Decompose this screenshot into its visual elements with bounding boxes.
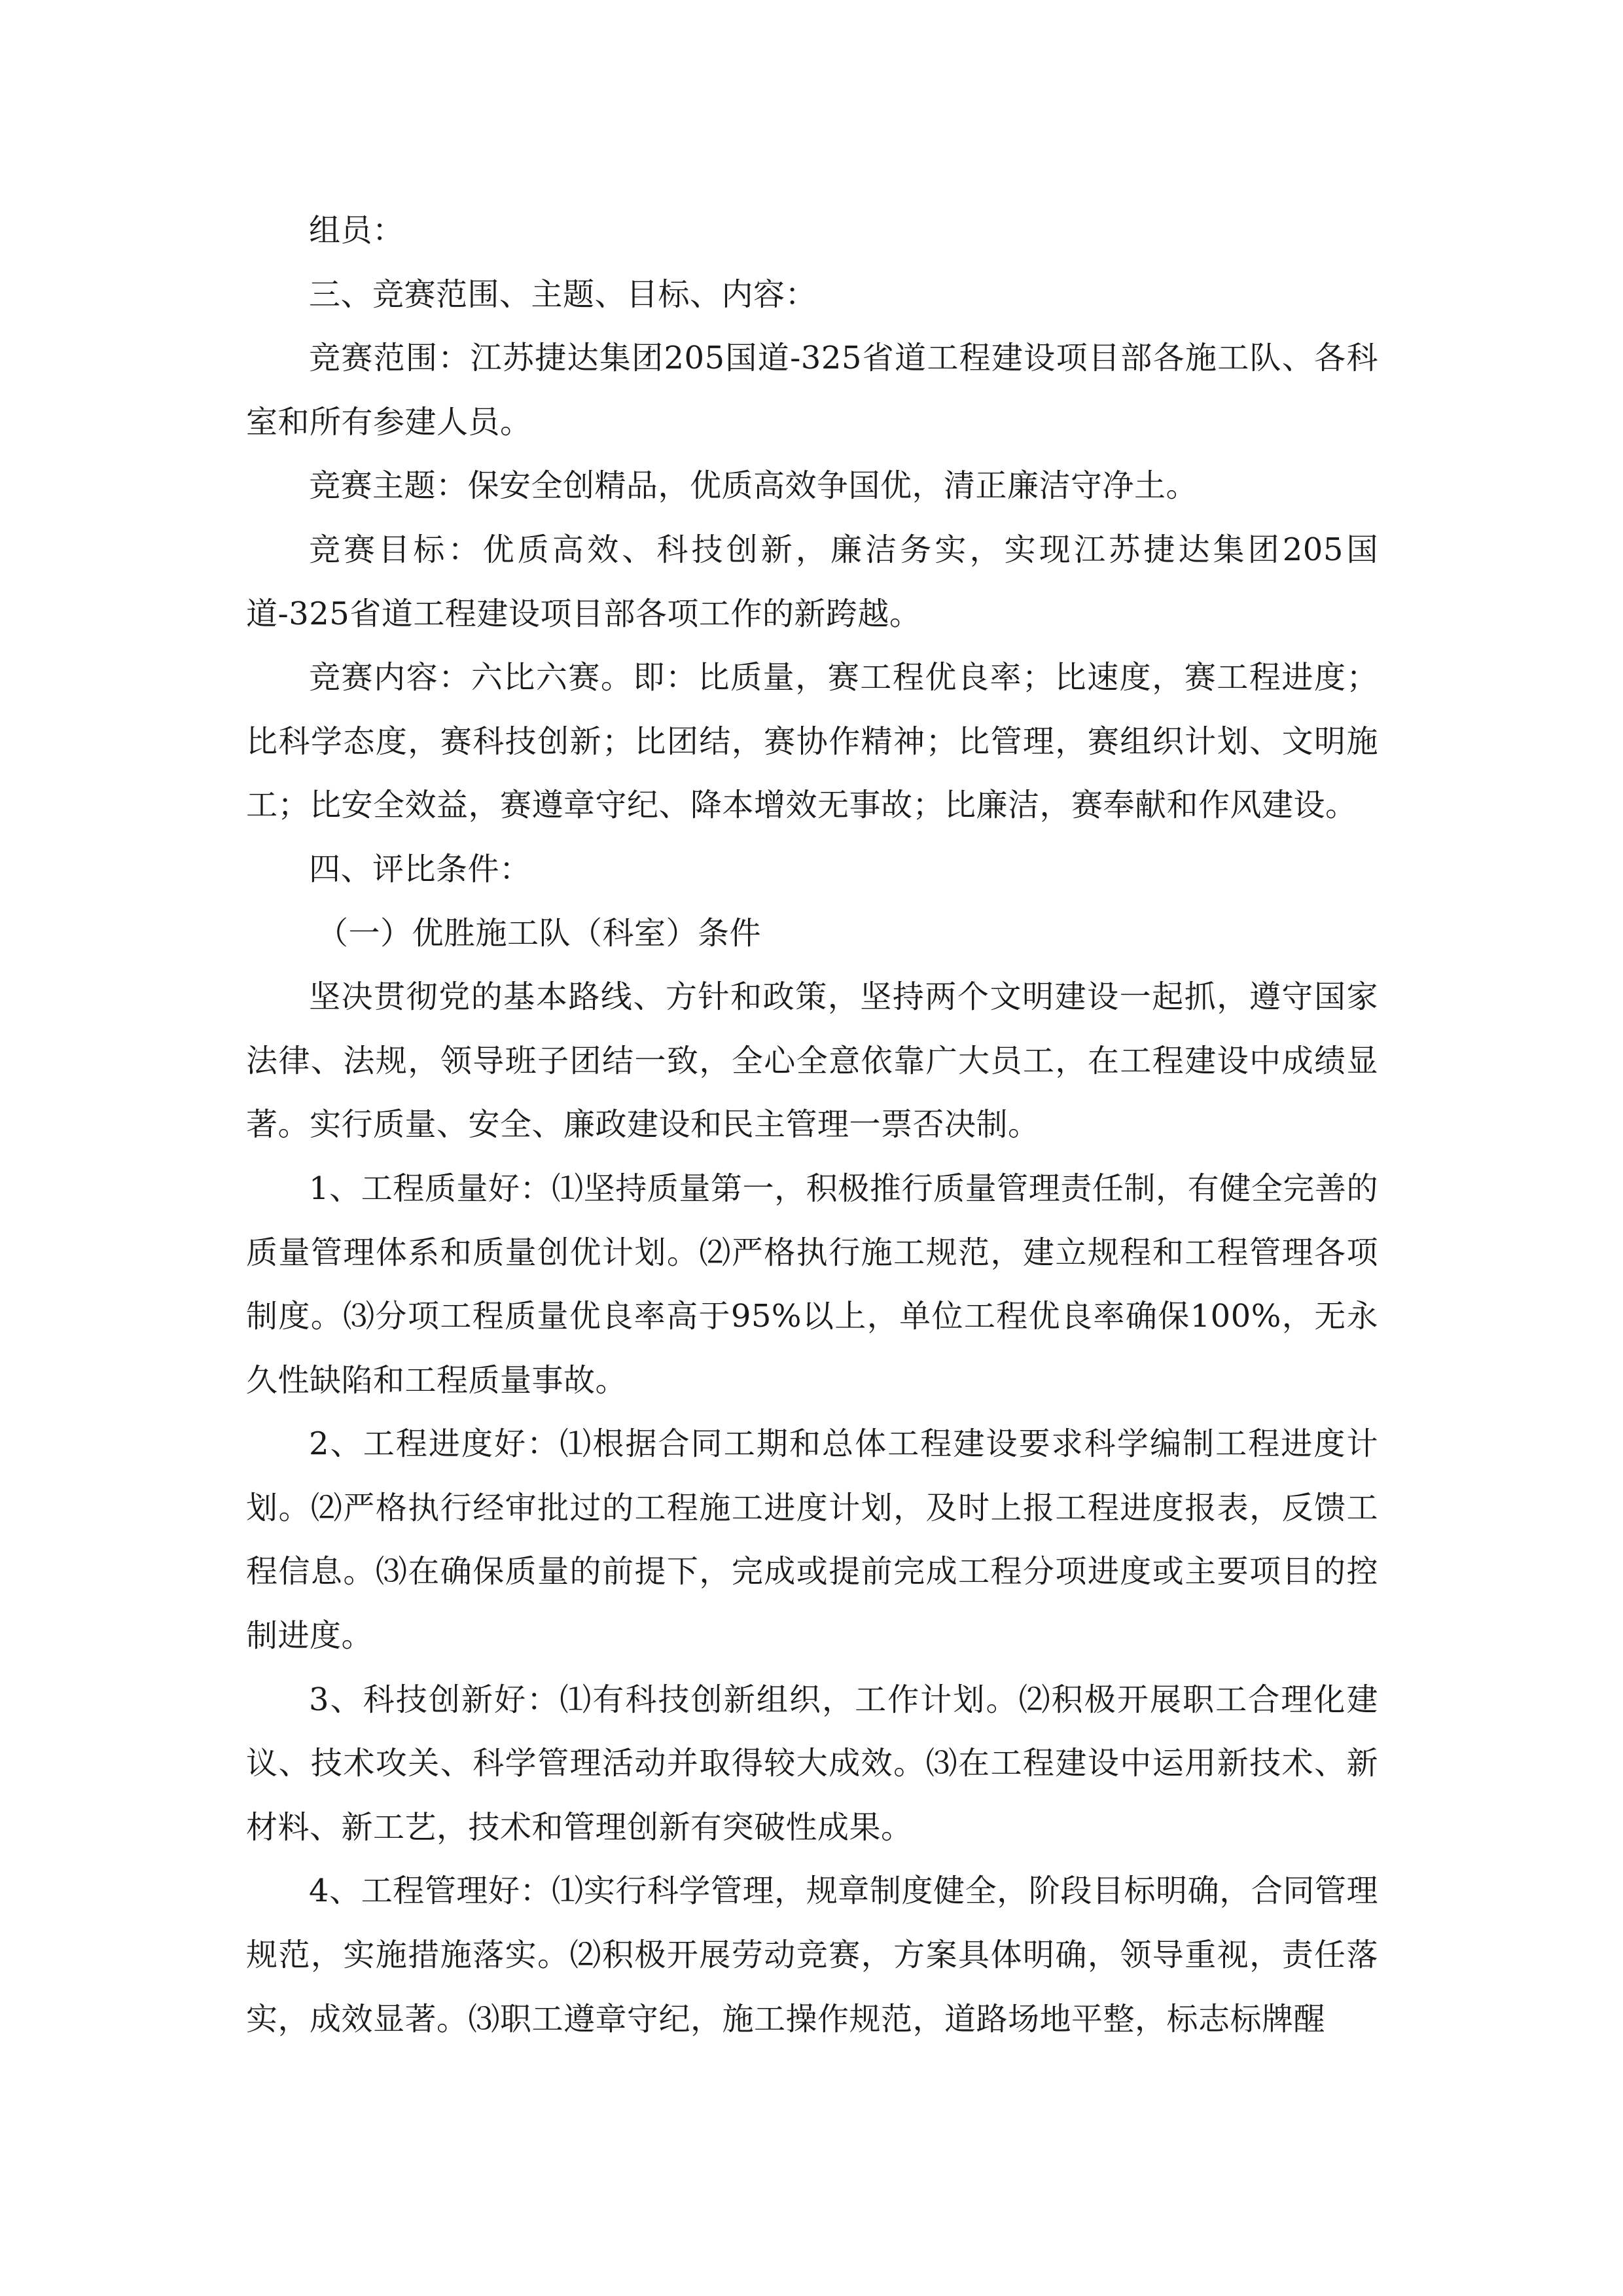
heading-section-4: 四、评比条件： [309,850,531,888]
paragraph-competition-scope: 竞赛范围：江苏捷达集团205国道-325省道工程建设项目部各施工队、各科室和所有参建人员。 [246,340,1378,440]
heading-subsection-1: （一）优胜施工队（科室）条件 [317,914,762,952]
paragraph-innovation: 3、科技创新好：⑴有科技创新组织，工作计划。⑵积极开展职工合理化建议、技术攻关、科学管理活动并取得较大成效。⑶在工程建设中运用新技术、新材料、新工艺，技术和管理创新有突破性成果。 [246,1681,1378,1846]
heading-section-3: 三、竞赛范围、主题、目标、内容： [309,276,817,313]
paragraph-competition-goal: 竞赛目标：优质高效、科技创新，廉洁务实，实现江苏捷达集团205国道-325省道工程建设项目部各项工作的新跨越。 [246,531,1378,632]
document-body [246,199,1378,2051]
paragraph-management: 4、工程管理好：⑴实行科学管理，规章制度健全，阶段目标明确，合同管理规范，实施措施落实。⑵积极开展劳动竞赛，方案具体明确，领导重视，责任落实，成效显著。⑶职工遵章守纪，施工操作规范，道路场地平整，标志标牌醒 [246,1873,1378,2037]
paragraph-general-conditions: 坚决贯彻党的基本路线、方针和政策，坚持两个文明建设一起抓，遵守国家法律、法规，领导班子团结一致，全心全意依靠广大员工，在工程建设中成绩显著。实行质量、安全、廉政建设和民主管理一票否决制。 [246,978,1378,1143]
paragraph-competition-content: 竞赛内容：六比六赛。即：比质量，赛工程优良率；比速度，赛工程进度；比科学态度，赛科技创新；比团结，赛协作精神；比管理，赛组织计划、文明施工；比安全效益，赛遵章守纪、降本增效无事故；比廉洁，赛奉献和作风建设。 [246,659,1378,824]
paragraph-competition-theme: 竞赛主题：保安全创精品，优质高效争国优，清正廉洁守净土。 [309,467,1198,505]
paragraph-quality: 1、工程质量好：⑴坚持质量第一，积极推行质量管理责任制，有健全完善的质量管理体系和质量创优计划。⑵严格执行施工规范，建立规程和工程管理各项制度。⑶分项工程质量优良率高于95%以上，单位工程优良率确保100%，无永久性缺陷和工程质量事故。 [246,1170,1378,1399]
paragraph-members: 组员： [309,212,404,249]
paragraph-progress: 2、工程进度好：⑴根据合同工期和总体工程建设要求科学编制工程进度计划。⑵严格执行经审批过的工程施工进度计划，及时上报工程进度报表，反馈工程信息。⑶在确保质量的前提下，完成或提前完成工程分项进度或主要项目的控制进度。 [246,1426,1378,1655]
